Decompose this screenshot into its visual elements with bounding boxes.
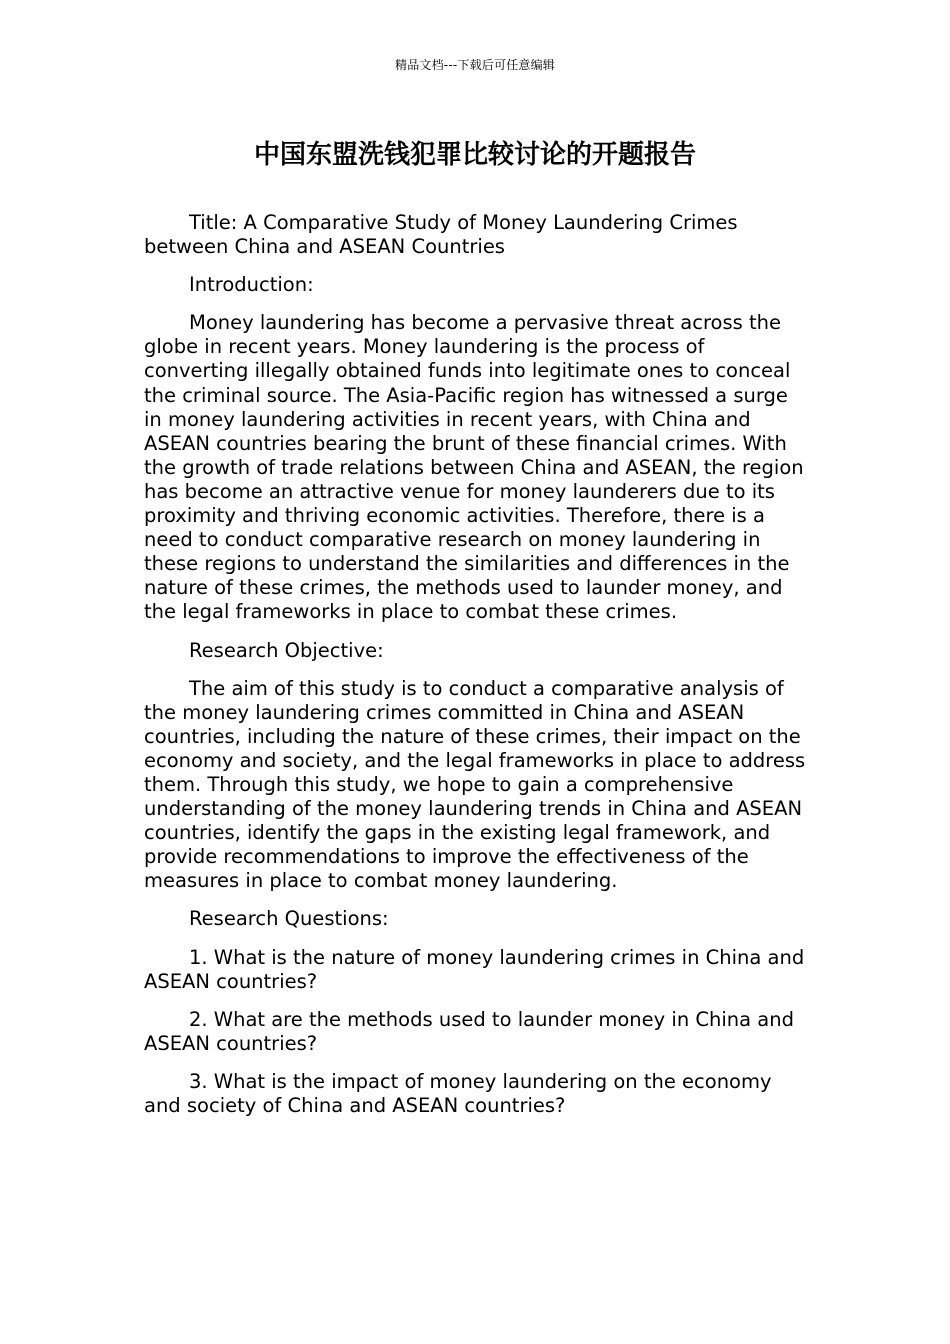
paragraph-introduction: Money laundering has become a pervasive threat across the globe in recent years. Money laundering is the process of converting illegally obtained funds into legitimate ones to conceal the criminal source. The Asia-Pacific region has witnessed a surge in money laundering activities in recent years, with China and ASEAN countries bearing the brunt of these financial crimes. With the growth of trade relations between China and ASEAN, the region has become an attractive venue for money launderers due to its proximity and thriving economic activities. Therefore, there is a need to conduct comparative research on money laundering in these regions to understand the similarities and differences in the nature of these crimes, the methods used to launder money, and the legal frameworks in place to combat these crimes. (144, 311, 804, 624)
research-question-2: 2. What are the methods used to launder money in China and ASEAN countries? (144, 1007, 794, 1055)
heading-introduction: Introduction: (189, 273, 314, 297)
research-question-3: 3. What is the impact of money laundering on the economy and society of China and ASEAN countries? (144, 1069, 772, 1117)
document-body (144, 211, 808, 1132)
paragraph-title-line: Title: A Comparative Study of Money Laundering Crimes between China and ASEAN Countries (144, 211, 738, 259)
document-title: 中国东盟洗钱犯罪比较讨论的开题报告 (253, 140, 696, 170)
heading-research-questions: Research Questions: (189, 907, 389, 931)
heading-research-objective: Research Objective: (189, 638, 384, 662)
research-question-1: 1. What is the nature of money laundering crimes in China and ASEAN countries? (144, 945, 805, 993)
paragraph-research-objective: The aim of this study is to conduct a comparative analysis of the money laundering crimes committed in China and ASEAN countries, including the nature of these crimes, their impact on the economy and society, and the legal frameworks in place to address them. Through this study, we hope to gain a comprehensive understanding of the money laundering trends in China and ASEAN countries, identify the gaps in the existing legal framework, and provide recommendations to improve the effectiveness of the measures in place to combat money laundering. (144, 676, 806, 893)
page-header-note: 精品文档---下载后可任意编辑 (395, 58, 555, 72)
